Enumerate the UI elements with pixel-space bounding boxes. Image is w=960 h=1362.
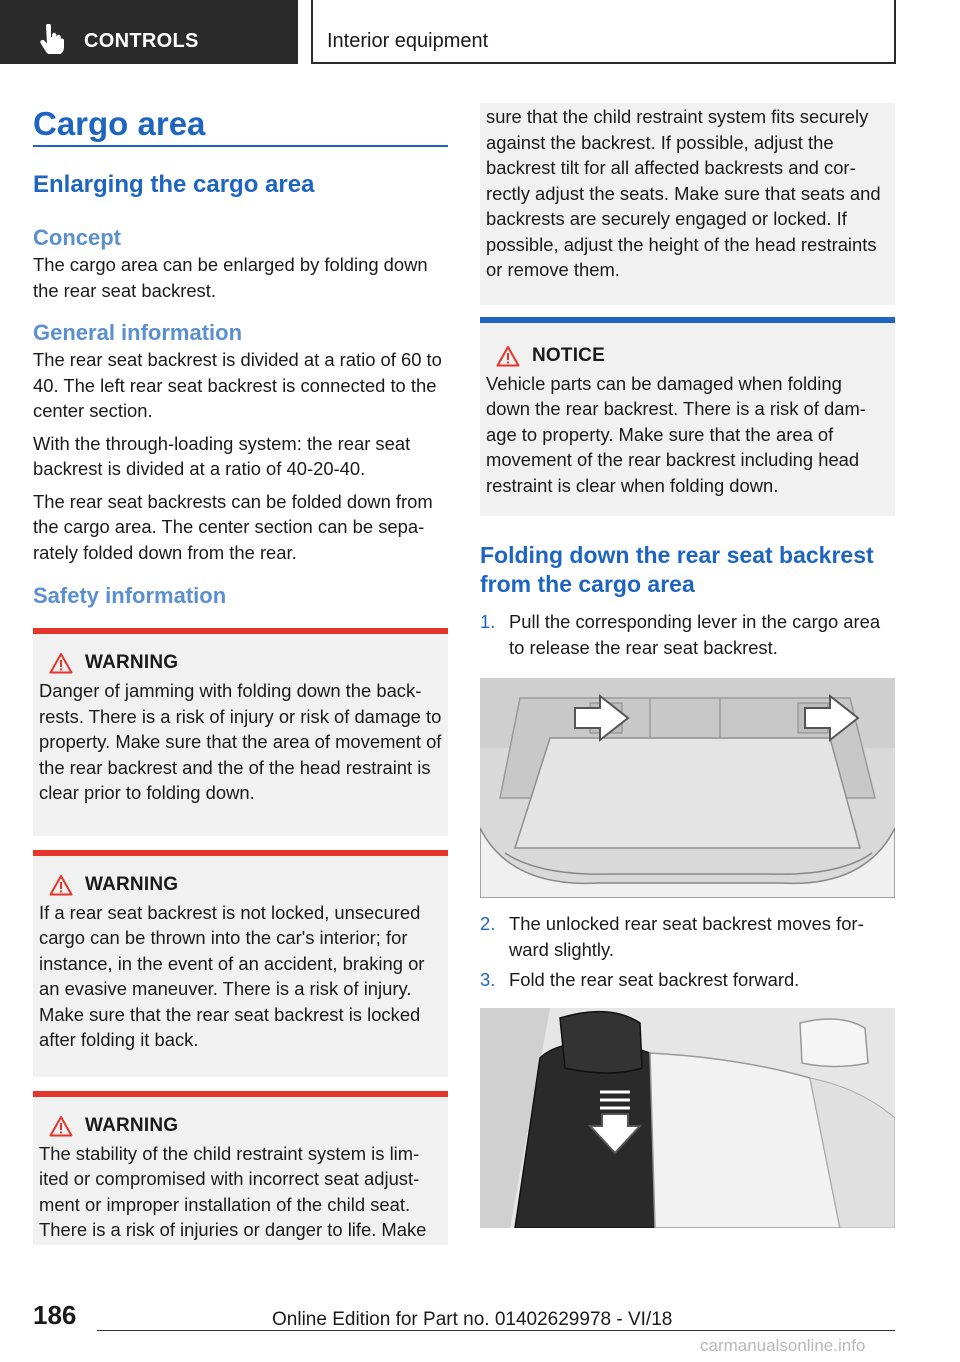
warning-text: The stability of the child restraint system is limited or compromised with incorrect seat adjustment or improper installation of the child seat. There is a risk of injuries or danger to life. Make [39, 1142, 427, 1240]
warning-label: WARNING [85, 652, 179, 673]
step-number: 3. [480, 969, 496, 990]
warning-header [39, 870, 442, 900]
cargo-area-illustration [480, 678, 895, 898]
general-paragraph-1: The rear seat backrest is divided at a ratio of 60 to 40. The left rear seat backrest is connected to the center section. [33, 349, 442, 421]
warning-header [39, 1111, 442, 1141]
folding-heading: Folding down the rear seat backrest from the cargo area [480, 542, 874, 597]
list-item [480, 967, 895, 993]
warning-label: WARNING [85, 1114, 179, 1136]
section-tab [0, 0, 298, 64]
concept-text: The cargo area can be enlarged by folding down the rear seat backrest. [33, 254, 428, 301]
step-number: 1. [480, 611, 496, 632]
step-text: Fold the rear seat backrest forward. [509, 969, 800, 990]
notice-label: NOTICE [532, 344, 605, 366]
general-paragraph-3: The rear seat backrests can be folded down from the cargo area. The center section can be separately folded down from the rear. [33, 490, 433, 563]
warning-triangle-icon [49, 652, 73, 674]
step-text: The unlocked rear seat backrest moves forward slightly. [509, 913, 864, 960]
hand-pointer-icon [38, 24, 64, 54]
warning-triangle-icon [49, 874, 73, 896]
warning-continued-box [480, 103, 895, 305]
list-item [480, 911, 895, 962]
warning-text: Danger of jamming with folding down the backrests. There is a risk of injury or risk of damage to property. Make sure that the area of movement of the rear backrest and the of the head restraint is clear prior to folding down. [39, 680, 442, 803]
general-paragraph-2: With the through-loading system: the rear seat backrest is divided at a ratio of 40-20-40. [33, 432, 411, 479]
list-item [480, 609, 895, 660]
notice-text: Vehicle parts can be damaged when folding down the rear backrest. There is a risk of damage to property. Make sure that the area of movement of the rear backrest including head restraint is clear when folding down. [486, 372, 866, 496]
warning-header [39, 648, 442, 678]
warning-box [33, 1091, 448, 1245]
page-number: 186 [33, 1300, 77, 1330]
watermark: carmanualsonline.info [700, 1336, 866, 1355]
left-column [33, 170, 448, 1245]
warning-box [33, 850, 448, 1077]
notice-header [486, 341, 889, 371]
title-rule [33, 145, 448, 147]
section-label: CONTROLS [84, 30, 199, 52]
edition-text: Online Edition for Part no. 01402629978 - VI/18 [272, 1309, 673, 1330]
step-text: Pull the corresponding lever in the cargo area to release the rear seat backrest. [509, 611, 881, 658]
seat-backrest-illustration [480, 1008, 895, 1228]
seat-backrest-image [480, 1008, 895, 1228]
warning-triangle-icon [49, 1115, 73, 1137]
page-title: Cargo area [33, 105, 206, 142]
warning-text: If a rear seat backrest is not locked, unsecured cargo can be thrown into the car's interior; for instance, in the event of an accident, braking or an evasive maneuver. There is a risk of injury. Make sure that the rear seat backrest is locked after folding it back. [39, 901, 425, 1050]
subsection-header [311, 0, 896, 64]
warning-continued-text: sure that the child restraint system fits securely against the backrest. If possible, adjust the backrest tilt for all affected backrests and correctly adjust the seats. Make sure that seats and backrests are securely engaged or locked. If possible, adjust the height of the head restraints or remove them. [486, 106, 881, 280]
safety-heading: Safety information [33, 583, 227, 608]
cargo-area-image [480, 678, 895, 898]
warning-box [33, 628, 448, 836]
subtitle: Enlarging the cargo area [33, 171, 315, 198]
concept-heading: Concept [33, 225, 121, 250]
warning-label: WARNING [85, 873, 179, 895]
subsection-title: Interior equipment [327, 30, 489, 52]
general-heading: General information [33, 320, 243, 345]
notice-box [480, 317, 895, 517]
step-number: 2. [480, 913, 496, 934]
warning-triangle-icon [496, 345, 520, 367]
right-column [480, 103, 895, 1228]
